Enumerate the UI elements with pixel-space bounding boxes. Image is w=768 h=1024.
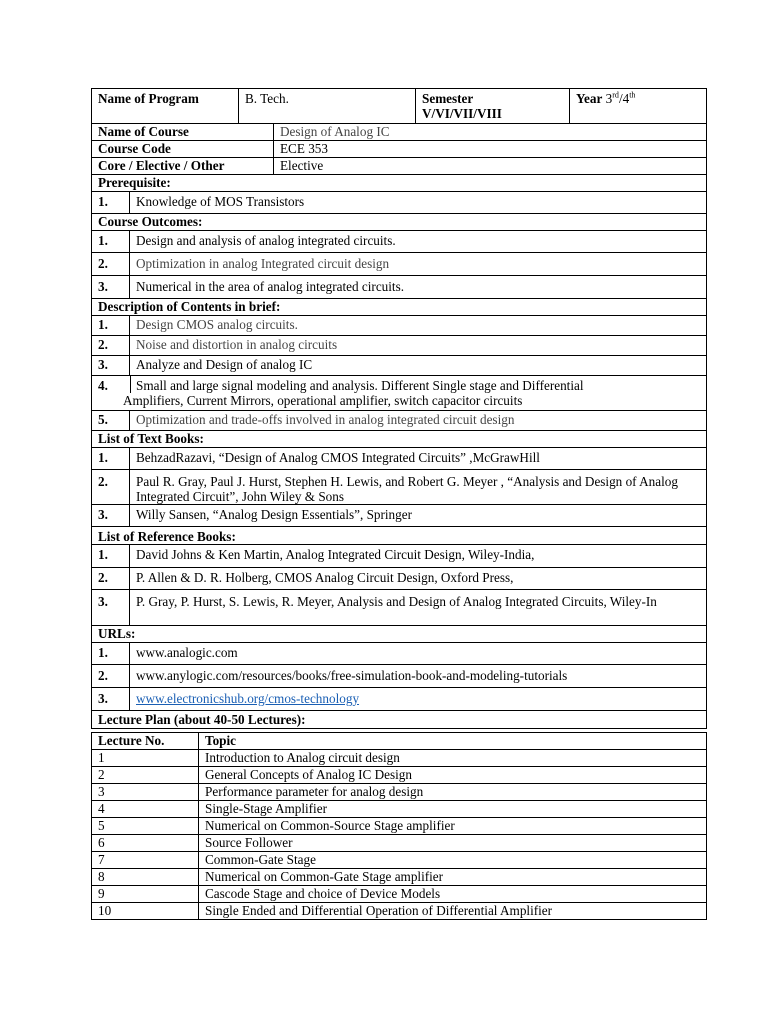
list-item: 3. Numerical in the area of analog integrated circuits. [92, 276, 707, 299]
lecture-plan-table [91, 732, 707, 920]
table-row: 5 Numerical on Common-Source Stage amplifier [92, 818, 707, 835]
course-table [91, 123, 707, 175]
table-row: 9 Cascode Stage and choice of Device Models [92, 886, 707, 903]
table-row: 8 Numerical on Common-Gate Stage amplifier [92, 869, 707, 886]
table-row: 7 Common-Gate Stage [92, 852, 707, 869]
topic-header: Topic [199, 733, 707, 750]
program-value: B. Tech. [239, 89, 416, 124]
refbooks-heading: List of Reference Books: [92, 527, 707, 545]
course-type-value: Elective [274, 158, 707, 175]
electronicshub-link[interactable]: www.electronicshub.org/cmos-technology [136, 691, 360, 706]
lecture-no-header: Lecture No. [92, 733, 199, 750]
course-code-label: Course Code [92, 141, 274, 158]
program-label: Name of Program [92, 89, 239, 124]
textbooks-heading: List of Text Books: [92, 431, 707, 448]
list-item: 1. Design and analysis of analog integrated circuits. [92, 231, 707, 253]
table-row: 2 General Concepts of Analog IC Design [92, 767, 707, 784]
year-a: 3 [605, 91, 613, 106]
header-table [91, 88, 707, 124]
list-item: 3. www.electronicshub.org/cmos-technology [92, 688, 707, 711]
year-b: /4 [618, 91, 630, 106]
list-item: 3. Willy Sansen, “Analog Design Essentials”, Springer [92, 505, 707, 527]
year-sup-a: rd [612, 90, 619, 100]
course-name-label: Name of Course [92, 124, 274, 141]
contents-heading: Description of Contents in brief: [92, 299, 707, 316]
table-row: 1 Introduction to Analog circuit design [92, 750, 707, 767]
year-sup-b: th [629, 90, 636, 100]
semester-value: V/VI/VII/VIII [422, 106, 502, 121]
course-code-value: ECE 353 [274, 141, 707, 158]
list-item: 2. Optimization in analog Integrated circuit design [92, 253, 707, 276]
prerequisite-heading: Prerequisite: [92, 175, 707, 192]
list-item: 2. Paul R. Gray, Paul J. Hurst, Stephen H. Lewis, and Robert G. Meyer , “Analysis and Design of Analog Integrated Circuit”, John Wiley & Sons [92, 470, 707, 505]
table-row: 10 Single Ended and Differential Operation of Differential Amplifier [92, 903, 707, 920]
table-row: 4 Single-Stage Amplifier [92, 801, 707, 818]
year-label: Year [576, 91, 603, 106]
list-item: 3. P. Gray, P. Hurst, S. Lewis, R. Meyer, Analysis and Design of Analog Integrated Circuits, Wiley-In [92, 590, 707, 626]
list-item: 3. Analyze and Design of analog IC [92, 356, 707, 376]
semester-label: Semester [422, 91, 474, 106]
lecture-plan-heading: Lecture Plan (about 40-50 Lectures): [92, 711, 707, 729]
list-item: 1. Design CMOS analog circuits. [92, 316, 707, 336]
course-name-value: Design of Analog IC [274, 124, 707, 141]
list-item: 1. BehzadRazavi, “Design of Analog CMOS Integrated Circuits” ,McGrawHill [92, 448, 707, 470]
year-cell [570, 89, 707, 124]
semester-cell [416, 89, 570, 124]
course-type-label: Core / Elective / Other [92, 158, 274, 175]
list-item: 2. Noise and distortion in analog circuits [92, 336, 707, 356]
list-item: 2. www.anylogic.com/resources/books/free-simulation-book-and-modeling-tutorials [92, 665, 707, 688]
list-item: 2. P. Allen & D. R. Holberg, CMOS Analog Circuit Design, Oxford Press, [92, 568, 707, 590]
list-item: 4. Small and large signal modeling and analysis. Different Single stage and Differential Amplifiers, Current Mirrors, operational amplifier, switch capacitor circuits [92, 376, 707, 411]
table-row: 6 Source Follower [92, 835, 707, 852]
list-item: 1. David Johns & Ken Martin, Analog Integrated Circuit Design, Wiley-India, [92, 545, 707, 568]
list-item: 1. Knowledge of MOS Transistors [92, 192, 707, 214]
list-item: 1. www.analogic.com [92, 643, 707, 665]
list-item: 5. Optimization and trade-offs involved in analog integrated circuit design [92, 411, 707, 431]
table-row: 3 Performance parameter for analog design [92, 784, 707, 801]
sections-table [91, 174, 707, 729]
urls-heading: URLs: [92, 626, 707, 643]
outcomes-heading: Course Outcomes: [92, 214, 707, 231]
